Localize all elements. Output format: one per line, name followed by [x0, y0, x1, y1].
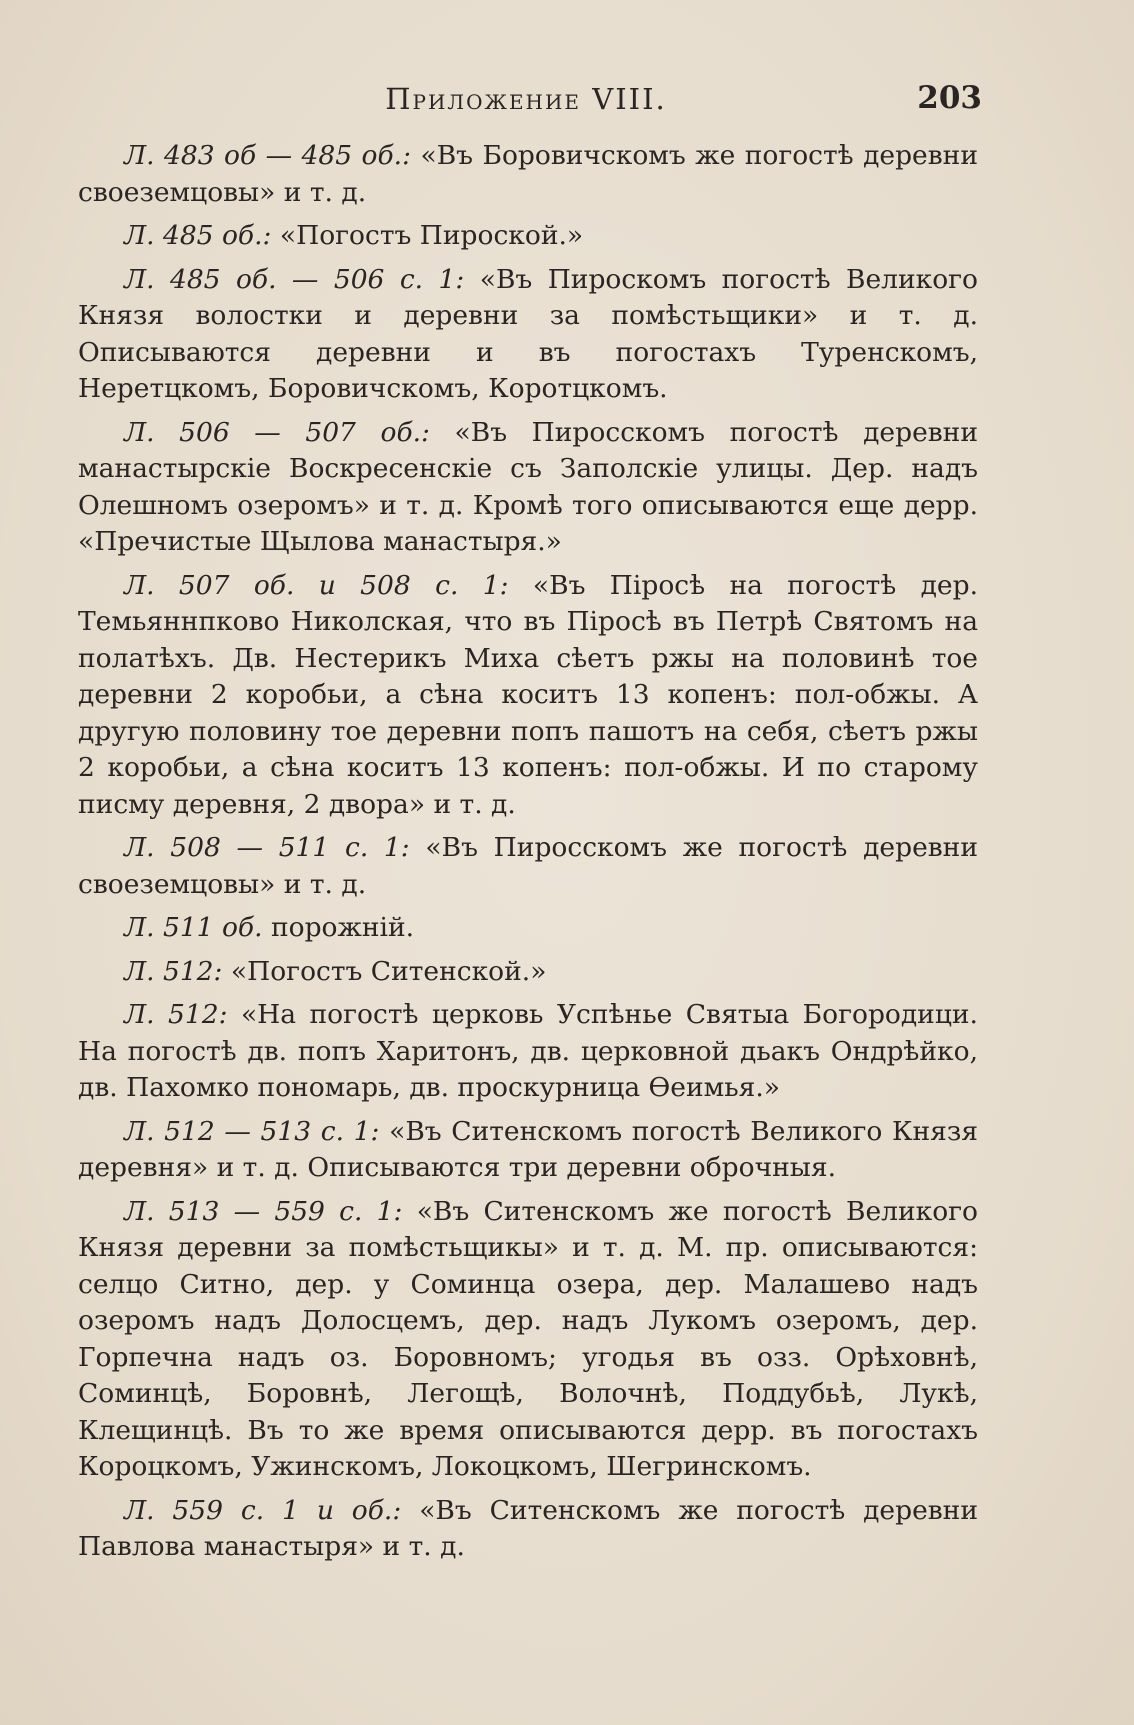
entry-text: «На погостѣ церковь Успѣнье Святыа Богородици. На погостѣ дв. попъ Харитонъ, дв. церковной дьакъ Ондрѣйко, дв. Пахомко пономарь, дв. проскурница Өеимья.»: [78, 999, 978, 1103]
entry-paragraph: [78, 138, 978, 211]
entry-paragraph: [78, 954, 978, 991]
entry-text: «Въ Піросѣ на погостѣ дер. Темьяннпково Николская, что въ Піросѣ въ Петрѣ Святомъ на полатѣхъ. Дв. Нестерикъ Миха сѣетъ ржы на половинѣ тое деревни 2 коробьи, а сѣна коситъ 13 копенъ: пол-обжы. А другую половину тое деревни попъ пашотъ на себя, сѣетъ ржы 2 коробьи, а сѣна коситъ 13 копенъ: пол-обжы. И по старому писму деревня, 2 двора» и т. д.: [78, 569, 978, 820]
entry-paragraph: [78, 415, 978, 561]
entry-paragraph: [78, 262, 978, 408]
folio-reference: Л. 507 об. и 508 с. 1:: [124, 569, 509, 601]
entry-text: «Въ Боровичскомъ же погостѣ деревни своеземцовы» и т. д.: [78, 140, 978, 208]
entry-text: «Въ Ситенскомъ же погостѣ Великого Князя деревни за помѣстьщикы» и т. д. М. пр. описываются: селцо Ситно, дер. у Соминца озера, дер. Малашево надъ озеромъ надъ Долосцемъ, дер. надъ Лукомъ озеромъ, дер. Горпечна надъ оз. Боровномъ; угодья въ озз. Орѣховнѣ, Соминцѣ, Боровнѣ, Легощѣ, Волочнѣ, Поддубьѣ, Лукѣ, Клещинцѣ. Въ то же время описываются дерр. въ погостахъ Короцкомъ, Ужинскомъ, Локоцкомъ, Шегринскомъ.: [78, 1195, 979, 1482]
entry-text: «Погостъ Ситенской.»: [222, 955, 547, 987]
folio-reference: Л. 506 — 507 об.:: [124, 416, 430, 448]
folio-reference: Л. 485 об. — 506 с. 1:: [124, 263, 465, 295]
entry-text: «Въ Пиросскомъ погостѣ деревни манастырскіе Воскресенскіе съ Заполскіе улицы. Дер. надъ Олешномъ озеромъ» и т. д. Кромѣ того описываются еще дерр. «Пречистые Щылова манастыря.»: [78, 416, 978, 557]
entry-text: «Въ Ситенскомъ же погостѣ деревни Павлова манастыря» и т. д.: [78, 1494, 978, 1562]
folio-reference: Л. 508 — 511 с. 1:: [124, 832, 410, 863]
entry-paragraph: [78, 568, 978, 824]
running-title: Приложение VIII.: [385, 82, 667, 116]
folio-reference: Л. 511 об.: [124, 912, 263, 943]
entry-text: «Въ Пироскомъ погостѣ Великого Князя волостки и деревни за помѣстьщики» и т. д. Описываются деревни и въ погостахъ Туренскомъ, Неретцкомъ, Боровичскомъ, Коротцкомъ.: [78, 263, 978, 404]
folio-reference: Л. 512 — 513 с. 1:: [124, 1115, 380, 1147]
entry-paragraph: [78, 1114, 978, 1187]
entry-paragraph: [78, 997, 978, 1107]
folio-reference: Л. 513 — 559 с. 1:: [124, 1195, 403, 1227]
entry-paragraph: [78, 1194, 978, 1486]
entry-text: порожній.: [262, 912, 415, 943]
folio-reference: Л. 485 об.:: [124, 220, 272, 251]
entry-paragraph: [78, 218, 978, 255]
page-body: [78, 138, 978, 1573]
folio-reference: Л. 512:: [124, 999, 228, 1030]
folio-reference: Л. 483 об — 485 об.:: [124, 140, 412, 171]
entry-paragraph: [78, 910, 978, 947]
entry-paragraph: [78, 1493, 978, 1566]
entry-text: «Въ Ситенскомъ погостѣ Великого Князя деревня» и т. д. Описываются три деревни оброчныя.: [78, 1115, 979, 1183]
folio-reference: Л. 559 с. 1 и об.:: [124, 1494, 402, 1526]
entry-paragraph: [78, 830, 978, 903]
entry-text: «Въ Пиросскомъ же погостѣ деревни своеземцовы» и т. д.: [78, 832, 979, 900]
folio-reference: Л. 512:: [124, 955, 223, 987]
page-header: [78, 80, 982, 124]
entry-text: «Погостъ Пироской.»: [271, 220, 584, 251]
page-number: 203: [917, 80, 982, 116]
